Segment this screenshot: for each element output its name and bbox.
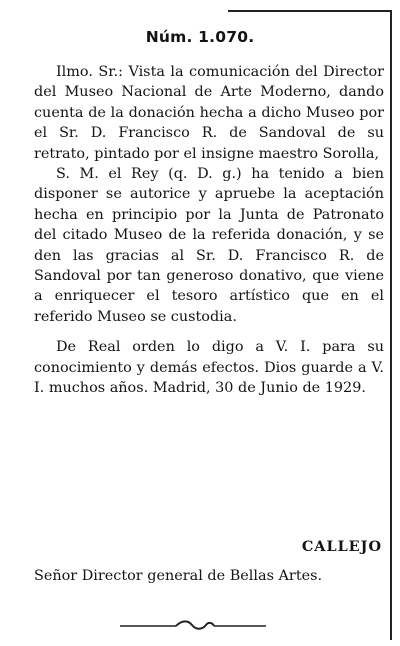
document-body: [34, 62, 384, 399]
column-rule: [390, 10, 392, 640]
paragraph-gap: [34, 327, 384, 337]
paragraph-closing: De Real orden lo digo a V. I. para su conocimiento y demás efectos. Dios guarde a V. I. muchos años. Madrid, 30 de Junio de 1929.: [34, 339, 384, 397]
ornament-divider: [118, 618, 268, 632]
recipient-line: Señor Director general de Bellas Artes.: [34, 568, 323, 584]
top-rule: [228, 10, 390, 12]
paragraph-resolution: S. M. el Rey (q. D. g.) ha tenido a bien disponer se autorice y apruebe la aceptación hecha en principio por la Junta de Patronato del citado Museo de la referida donación, y se den las gracias al Sr. D. Francisco R. de Sandoval por tan generoso donativo, que viene a enriquecer el tesoro artístico que en el referido Museo se custodia.: [34, 166, 384, 325]
signature: CALLEJO: [301, 538, 382, 555]
paragraph-preamble: Ilmo. Sr.: Vista la comunicación del Director del Museo Nacional de Arte Moderno, dando cuenta de la donación hecha a dicho Museo por el Sr. D. Francisco R. de Sandoval de su retrato, pintado por el insigne maestro Sorolla,: [34, 64, 384, 162]
document-number: Núm. 1.070.: [145, 28, 255, 46]
